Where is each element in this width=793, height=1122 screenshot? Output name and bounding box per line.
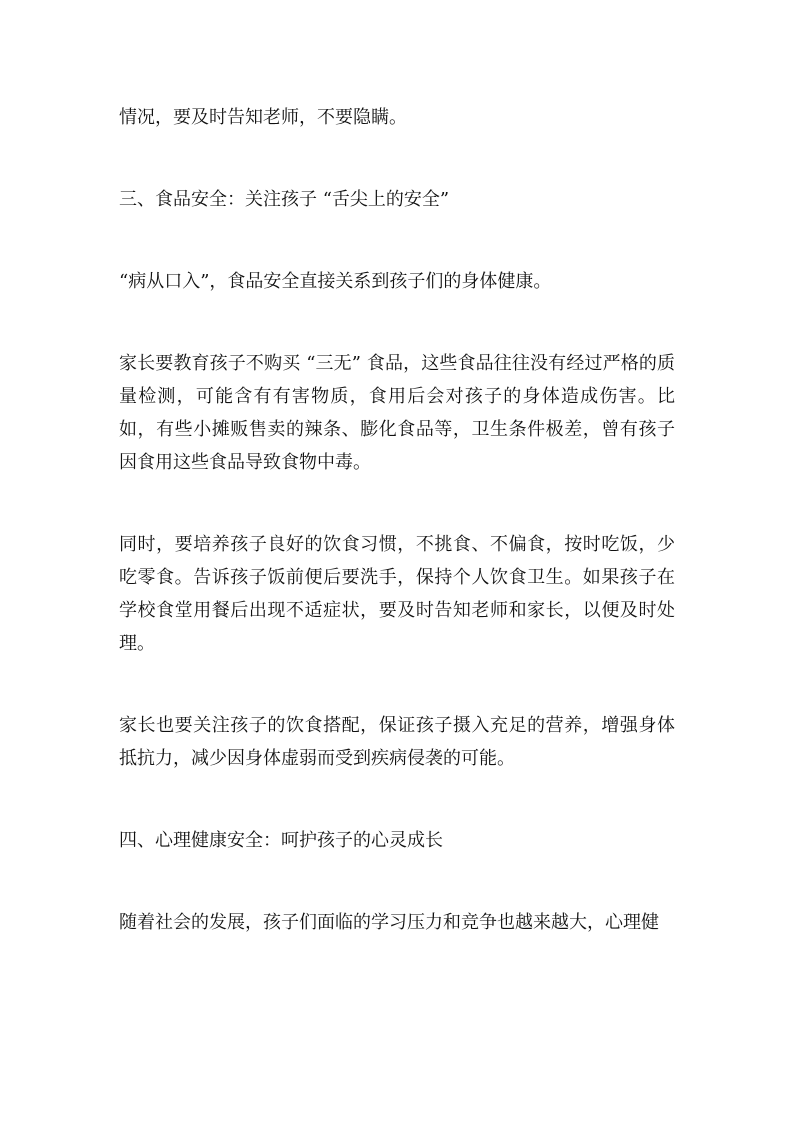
paragraph-continuation: 情况，要及时告知老师，不要隐瞒。 bbox=[119, 107, 407, 128]
section-heading-food-safety: 三、食品安全：关注孩子 “舌尖上的安全” bbox=[119, 189, 450, 210]
paragraph-food-intro: “病从口入”，食品安全直接关系到孩子们的身体健康。 bbox=[119, 271, 552, 292]
section-heading-mental-health: 四、心理健康安全：呵护孩子的心灵成长 bbox=[119, 830, 443, 851]
paragraph-three-no-products: 家长要教育孩子不购买 “三无” 食品，这些食品往往没有经过严格的质量检测，可能含有有害物质，食用后会对孩子的身体造成伤害。比如，有些小摊贩售卖的辣条、膨化食品等，卫生条件极差，曾有孩子因食用这些食品导致食物中毒。 bbox=[119, 353, 675, 473]
paragraph-mental-health-intro: 随着社会的发展，孩子们面临的学习压力和竞争也越来越大，心理健 bbox=[119, 912, 659, 933]
document-body bbox=[119, 101, 675, 939]
paragraph-eating-habits: 同时，要培养孩子良好的饮食习惯，不挑食、不偏食，按时吃饭，少吃零食。告诉孩子饭前便后要洗手，保持个人饮食卫生。如果孩子在学校食堂用餐后出现不适症状，要及时告知老师和家长，以便及时处理。 bbox=[119, 534, 675, 654]
paragraph-nutrition: 家长也要关注孩子的饮食搭配，保证孩子摄入充足的营养，增强身体抵抗力，减少因身体虚弱而受到疾病侵袭的可能。 bbox=[119, 715, 675, 769]
